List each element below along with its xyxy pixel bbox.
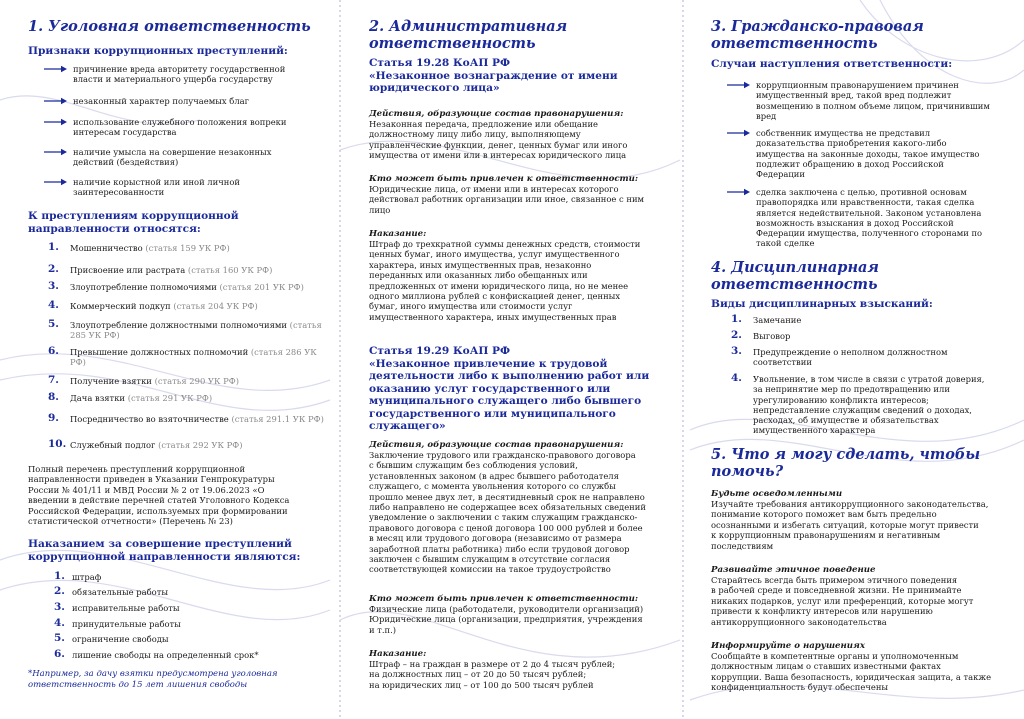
item-number: 3. xyxy=(54,601,65,613)
art2-punishment-heading: Наказание: xyxy=(369,649,427,659)
article-19-29-title: Статья 19.29 КоАП РФ «Незаконное привлечение к трудовой деятельности либо к выполнению работ или оказанию услуг государственного или муниципального служащего либо бывшего государственного или муниципального служащего» xyxy=(369,345,650,432)
item-number: 4. xyxy=(731,372,742,384)
punishment-label: исправительные работы xyxy=(72,603,180,613)
arrow-right-icon xyxy=(44,97,68,105)
art2-actions-text: Заключение трудового или гражданско-правового договора с бывшим служащим без соблюдения условий, установленных законом (в адрес бывшего работодателя служащего, с момента увольнения которого со службы прошло менее двух лет, в десятидневный срок не направлено либо направлено не содержащее всех обязательных сведений уведомление о заключении с таким служащим гражданско- правового договора с ценой договора 100 000 рублей и более в месяц или трудового договора (независимо от размера заработной платы работника) либо если трудовой договор заключен с бывшим служащим в отсутствие согласия соответствующей комиссии на такое трудоустройство xyxy=(369,450,646,575)
crime-article-ref: (статья 159 УК РФ) xyxy=(145,243,230,253)
crime-article-ref: (статья 291.1 УК РФ) xyxy=(231,414,324,424)
arrow-right-icon xyxy=(44,178,68,186)
crime-article-ref: (статья 291 УК РФ) xyxy=(127,393,213,403)
column-administrative xyxy=(369,0,665,719)
item-number: 1. xyxy=(48,241,59,253)
help-heading: Информируйте о нарушениях xyxy=(711,641,865,651)
punishment-label: принудительные работы xyxy=(72,619,181,629)
punishment-label: обязательные работы xyxy=(72,587,169,597)
crime-name: Злоупотребление полномочиями xyxy=(70,282,217,292)
crime-article-ref: (статья 290 УК РФ) xyxy=(154,376,239,386)
crime-name: Посредничество во взяточничестве xyxy=(70,414,229,424)
art1-punishment-heading: Наказание: xyxy=(369,229,427,239)
art1-actions-heading: Действия, образующие состав правонарушения: xyxy=(369,109,624,119)
art1-punishment-text: Штраф до трехкратной суммы денежных средств, стоимости ценных бумаг, иного имущества, услуг имущественного характера, иных имущественных прав, незаконно переданных или оказанных либо обещанных или предложенных от имени юридического лица, но не менее одного миллиона рублей с конфискацией денег, ценных бумаг, иного имущества или стоимости услуг имущественного характера, иных имущественных прав xyxy=(369,239,641,322)
arrow-right-icon xyxy=(727,81,751,89)
item-number: 5. xyxy=(48,318,59,330)
art2-who-text: Физические лица (работодатели, руководители организаций) Юридические лица (организации, предприятия, учреждения и т.п.) xyxy=(369,604,644,635)
crime-article-ref: (статья 285 УК РФ) xyxy=(70,320,322,341)
item-number: 3. xyxy=(731,345,742,357)
section-title-civil: 3. Гражданско-правовая ответственность xyxy=(711,18,924,52)
crime-name: Злоупотребление должностными полномочиями xyxy=(70,320,287,330)
section-title-administrative: 2. Административная ответственность xyxy=(369,18,568,52)
arrow-right-icon xyxy=(44,148,68,156)
crime-name: Коммерческий подкуп xyxy=(70,301,171,311)
item-number: 7. xyxy=(48,374,59,386)
crime-name: Превышение должностных полномочий xyxy=(70,347,249,357)
crime-name: Дача взятки xyxy=(70,393,126,403)
item-number: 4. xyxy=(54,617,65,629)
arrow-right-icon xyxy=(727,188,751,196)
list-reference-paragraph: Полный перечень преступлений коррупционной направленности приведен в Указании Генпрокуратуры России № 401/11 и МВД России № 2 от 19.06.2023 «О введении в действие перечней статей Уголовного Кодекса Российской Федерации, используемых при формировании статистической отчетности» (Перечень № 23) xyxy=(28,464,290,527)
help-heading: Развивайте этичное поведение xyxy=(711,565,876,575)
crime-name: Мошенничество xyxy=(70,243,143,253)
item-number: 6. xyxy=(48,345,59,357)
item-number: 1. xyxy=(731,313,742,325)
help-heading: Будьте осведомленными xyxy=(711,489,843,499)
crime-article-ref: (статья 286 УК РФ) xyxy=(70,347,317,368)
item-number: 2. xyxy=(48,263,59,275)
item-number: 2. xyxy=(731,329,742,341)
crimes-heading: К преступлениям коррупционной направленности относятся: xyxy=(28,210,239,235)
arrow-right-icon xyxy=(727,129,751,137)
art1-actions-text: Незаконная передача, предложение или обещание должностному лицу либо лицу, выполняющему управленческие функции, денег, ценных бумаг или иного имущества от имени или в интересах юридического лица xyxy=(369,119,628,161)
article-19-28-title: Статья 19.28 КоАП РФ «Незаконное вознаграждение от имени юридического лица» xyxy=(369,57,618,94)
art1-who-text: Юридические лица, от имени или в интересах которого действовал работник организации или иное, связанное с ним лицо xyxy=(369,184,645,215)
footnote: *Например, за дачу взятки предусмотрена уголовная ответственность до 15 лет лишения свободы xyxy=(28,669,278,690)
help-text: Сообщайте в компетентные органы и уполномоченным должностным лицам о ставших известными фактах коррупции. Ваша безопасность, юридическая защита, а также конфиденциальность будут обеспечены xyxy=(711,651,992,693)
item-number: 4. xyxy=(48,299,59,311)
punishments-heading: Наказанием за совершение преступлений коррупционной направленности являются: xyxy=(28,538,301,563)
art2-who-heading: Кто может быть привлечен к ответственности: xyxy=(369,594,639,604)
section-title-disciplinary: 4. Дисциплинарная ответственность xyxy=(711,259,879,293)
punishment-label: ограничение свободы xyxy=(72,634,169,644)
art2-punishment-text: Штраф – на граждан в размере от 2 до 4 тысяч рублей; на должностных лиц – от 20 до 50 тысяч рублей; на юридических лиц – от 100 до 500 тысяч рублей xyxy=(369,659,616,690)
crime-name: Служебный подлог xyxy=(70,440,156,450)
crime-article-ref: (статья 201 УК РФ) xyxy=(219,282,304,292)
help-text: Изучайте требования антикоррупционного законодательства, понимание которого поможет вам быть предельно осознанными и избегать ситуаций, которые могут привести к коррупционным правонарушениям и негативным последствиям xyxy=(711,499,989,551)
disc-heading: Виды дисциплинарных взысканий: xyxy=(711,298,933,310)
cases-heading: Случаи наступления ответственности: xyxy=(711,58,953,70)
art2-actions-heading: Действия, образующие состав правонарушения: xyxy=(369,440,624,450)
help-text: Старайтесь всегда быть примером этичного поведения в рабочей среде и повседневной жизни. Не принимайте никаких подарков, услуг или преференций, которые могут привести к конфликту интересов или нарушению антикоррупционного законодательства xyxy=(711,575,974,627)
item-number: 2. xyxy=(54,585,65,597)
section-title-criminal: 1. Уголовная ответственность xyxy=(28,18,311,35)
punishment-label: штраф xyxy=(72,572,102,582)
signs-heading: Признаки коррупционных преступлений: xyxy=(28,45,288,57)
item-number: 9. xyxy=(48,412,59,424)
crime-name: Получение взятки xyxy=(70,376,152,386)
crime-article-ref: (статья 204 УК РФ) xyxy=(173,301,258,311)
column-civil-disciplinary: 3. Гражданско-правовая ответственность Случаи наступления ответственности: коррупционным правонарушением причинен имущественный вред, такой вред подлежит возмещению в полном объеме лицом, причинившим вред собственник имущества не представил доказательства приобретения какого-либо имущества на законные доходы, такое имущество подлежит обращению в доход Российской Федерации сделка заключена с целью, противной основам правопорядка или нравственности, такая сделка является недействительной. Законом установлена возможность взыскания в доход Российской Федерации имущества, полученного сторонами по такой сделке 4. Дисциплинарная ответственность Виды дисциплинарных взысканий: 1. Замечание 2. Выговор 3. Предупреждение о неполном должностном соответствии 4. Увольнение, в том числе в связи с утратой доверия, за непринятие мер по предотвращению или урегулированию конфликта интересов; непредставление служащим сведений о доходах, расходах, об имуществе и обязательствах имущественного характера 5. Что я могу сделать, чтобы помочь? Будьте осведомленными Изучайте требования антикоррупционного законодательства, понимание которого поможет вам быть предельно осознанными и избегать ситуаций, которые могут привести к коррупционным правонарушениям и негативным последствиям Развивайте этичное поведение Старайтесь всегда быть примером этичного поведения в рабочей среде и повседневной жизни. Не принимайте никаких подарков, услуг или преференций, которые могут привести к конфликту интересов или нарушению антикоррупционного законодательства Информируйте о нарушениях Сообщайте в компетентные органы и уполномоченным должностным лицам о ставших известными фактах коррупции. Ваша безопасность, юридическая защита, а также конфиденциальность будут обеспечены xyxy=(711,18,992,693)
item-number: 6. xyxy=(54,648,65,660)
art1-who-heading: Кто может быть привлечен к ответственности: xyxy=(369,174,639,184)
item-number: 8. xyxy=(48,391,59,403)
column-criminal: 1. Уголовная ответственность Признаки коррупционных преступлений: причинение вреда авторитету государственной власти и материального ущерба государству незаконный характер получаемых благ использование служебного положения вопреки интересам государства наличие умысла на совершение незаконных действий (бездействия) наличие корыстной или иной личной заинтересованности К преступлениям коррупционной направленности относятся: 1. Мошенничество (статья 159 УК РФ) 2. Присвоение или растрата (статья 160 УК РФ) 3. Злоупотребление полномочиями (статья 201 УК РФ) 4. Коммерческий подкуп (статья 204 УК РФ) 5. Злоупотребление должностными полномочиями (статья 285 УК РФ) 6. Превышение должностных полномочий (статья 286 УК РФ) 7. Получение взятки (статья 290 УК РФ) 8. Дача взятки (статья 291 УК РФ) 9. Посредничество во взяточничестве (статья 291.1 УК РФ) 10. Служебный подлог (статья 292 УК РФ) Полный перечень преступлений коррупционной направленности приведен в Указании Генпрокуратуры России № 401/11 и МВД России № 2 от 19.06.2023 «О введении в действие перечней статей Уголовного Кодекса Российской Федерации, используемых при формировании статистической отчетности» (Перечень № 23) Наказанием за совершение преступлений коррупционной направленности являются: 1. штраф 2. обязательные работы 3. исправительные работы 4. принудительные работы 5. ограничение свободы 6. лишение свободы на определенный срок* *Например, за дачу взятки предусмотрена уголовная ответственность до 15 лет лишения свободы xyxy=(28,0,328,719)
crime-name: Присвоение или растрата xyxy=(70,265,186,275)
item-number: 10. xyxy=(48,438,67,450)
section-title-help: 5. Что я могу сделать, чтобы помочь? xyxy=(711,446,981,480)
crime-article-ref: (статья 160 УК РФ) xyxy=(187,265,273,275)
crime-article-ref: (статья 292 УК РФ) xyxy=(158,440,243,450)
item-number: 5. xyxy=(54,632,65,644)
arrow-right-icon xyxy=(44,118,68,126)
punishment-label: лишение свободы на определенный срок* xyxy=(72,650,259,660)
item-number: 1. xyxy=(54,570,65,582)
item-number: 3. xyxy=(48,280,59,292)
arrow-right-icon xyxy=(44,65,68,73)
